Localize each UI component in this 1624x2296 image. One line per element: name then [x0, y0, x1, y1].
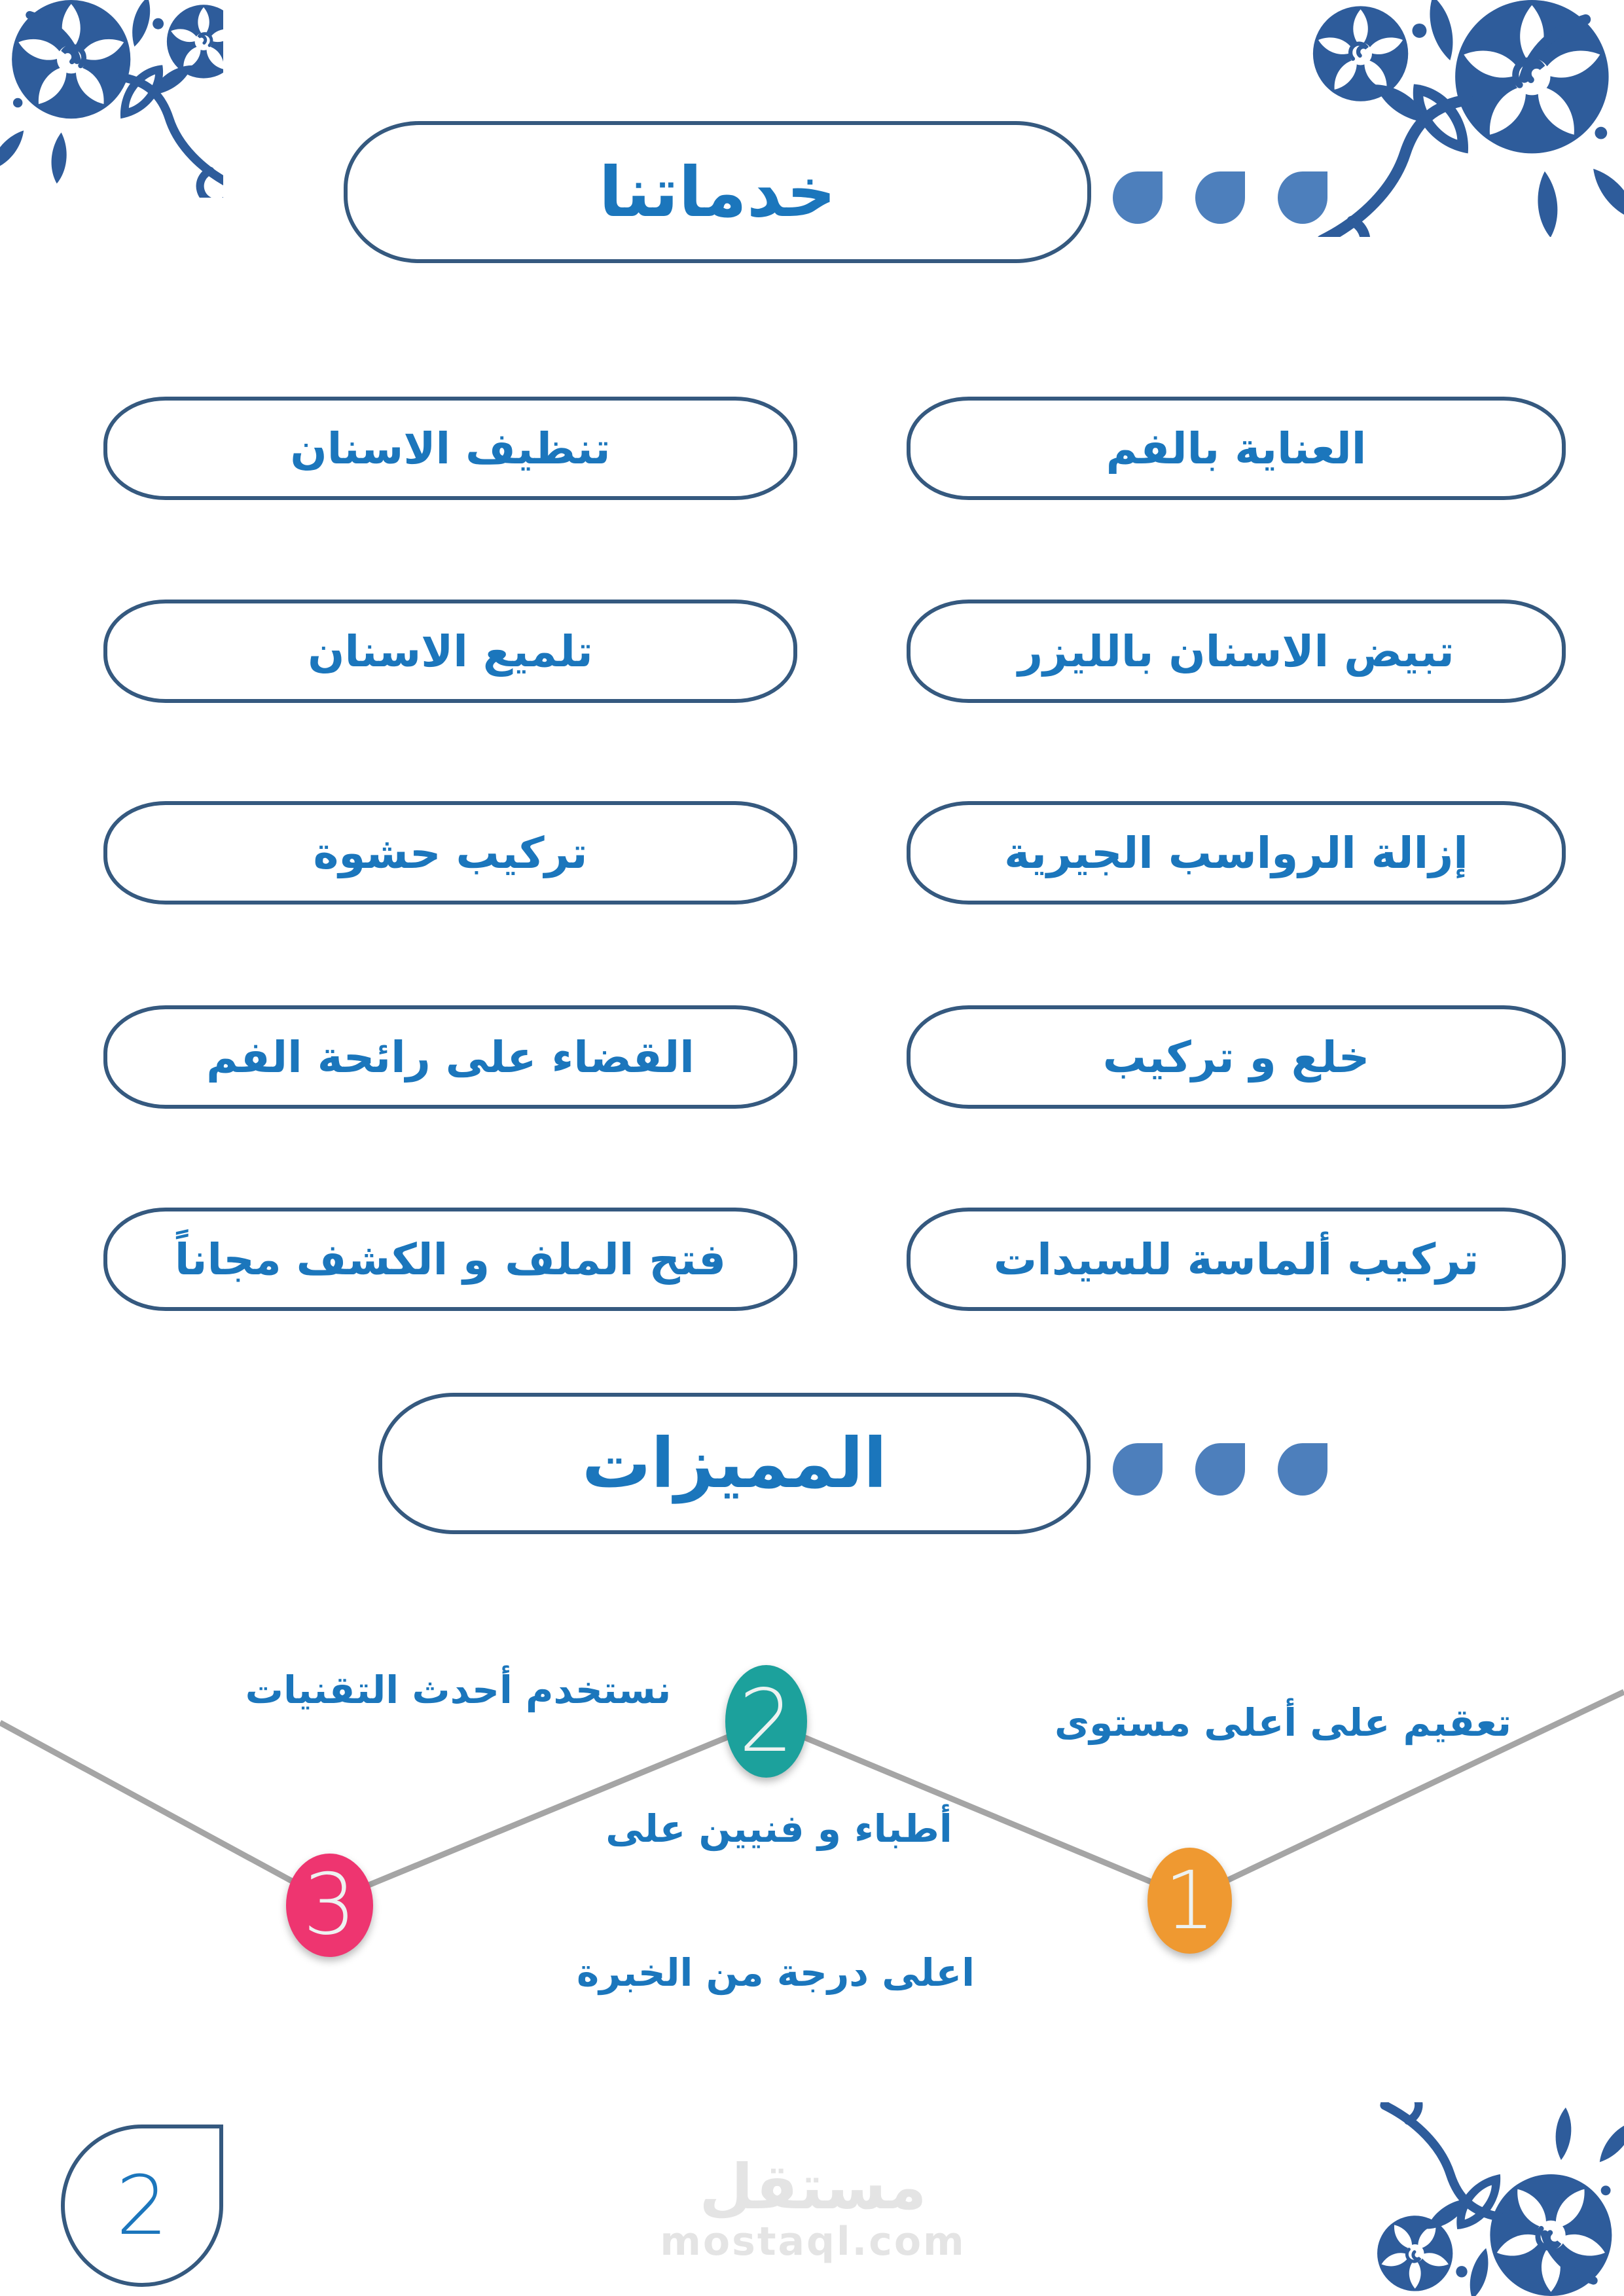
service-label: تركيب ألماسة للسيدات [993, 1234, 1479, 1285]
feature-step-1 [1147, 1848, 1232, 1954]
step-number: 2 [738, 1671, 794, 1772]
service-label: إزالة الرواسب الجيرية [1004, 827, 1468, 878]
service-label: القضاء على رائحة الفم [206, 1031, 695, 1083]
service-label: خلع و تركيب [1102, 1031, 1370, 1083]
service-label: العناية بالفم [1106, 423, 1367, 474]
mostaql-domain: mostaql.com [660, 2218, 966, 2265]
step-number: 1 [1164, 1854, 1216, 1947]
service-label: فتح الملف و الكشف مجاناً [174, 1234, 727, 1285]
page-number: 2 [116, 2158, 168, 2253]
feature-step-2 [725, 1665, 807, 1778]
feature-label-1: تعقيم على أعلى مستوى [1055, 1700, 1511, 1745]
service-label: تركيب حشوة [313, 827, 588, 878]
services-title: خدماتنا [598, 152, 837, 232]
feature-label-2: نستخدم أحدث التقنيات [245, 1668, 672, 1712]
step-number: 3 [302, 1856, 357, 1954]
mostaql-watermark [630, 2151, 996, 2265]
feature-step-3 [286, 1854, 373, 1957]
service-label: تبيض الاسنان بالليزر [1018, 626, 1454, 677]
page-number-badge [61, 2125, 223, 2287]
service-label: تلميع الاسنان [308, 626, 593, 677]
features-title: المميزات [582, 1424, 887, 1503]
feature-label-3-line2: اعلى درجة من الخبرة [576, 1950, 975, 1995]
feature-label-3-line1: أطباء و فنيين على [605, 1806, 952, 1851]
mostaql-logo-text: مستقل [699, 2151, 927, 2223]
service-label: تنظيف الاسنان [290, 423, 611, 474]
